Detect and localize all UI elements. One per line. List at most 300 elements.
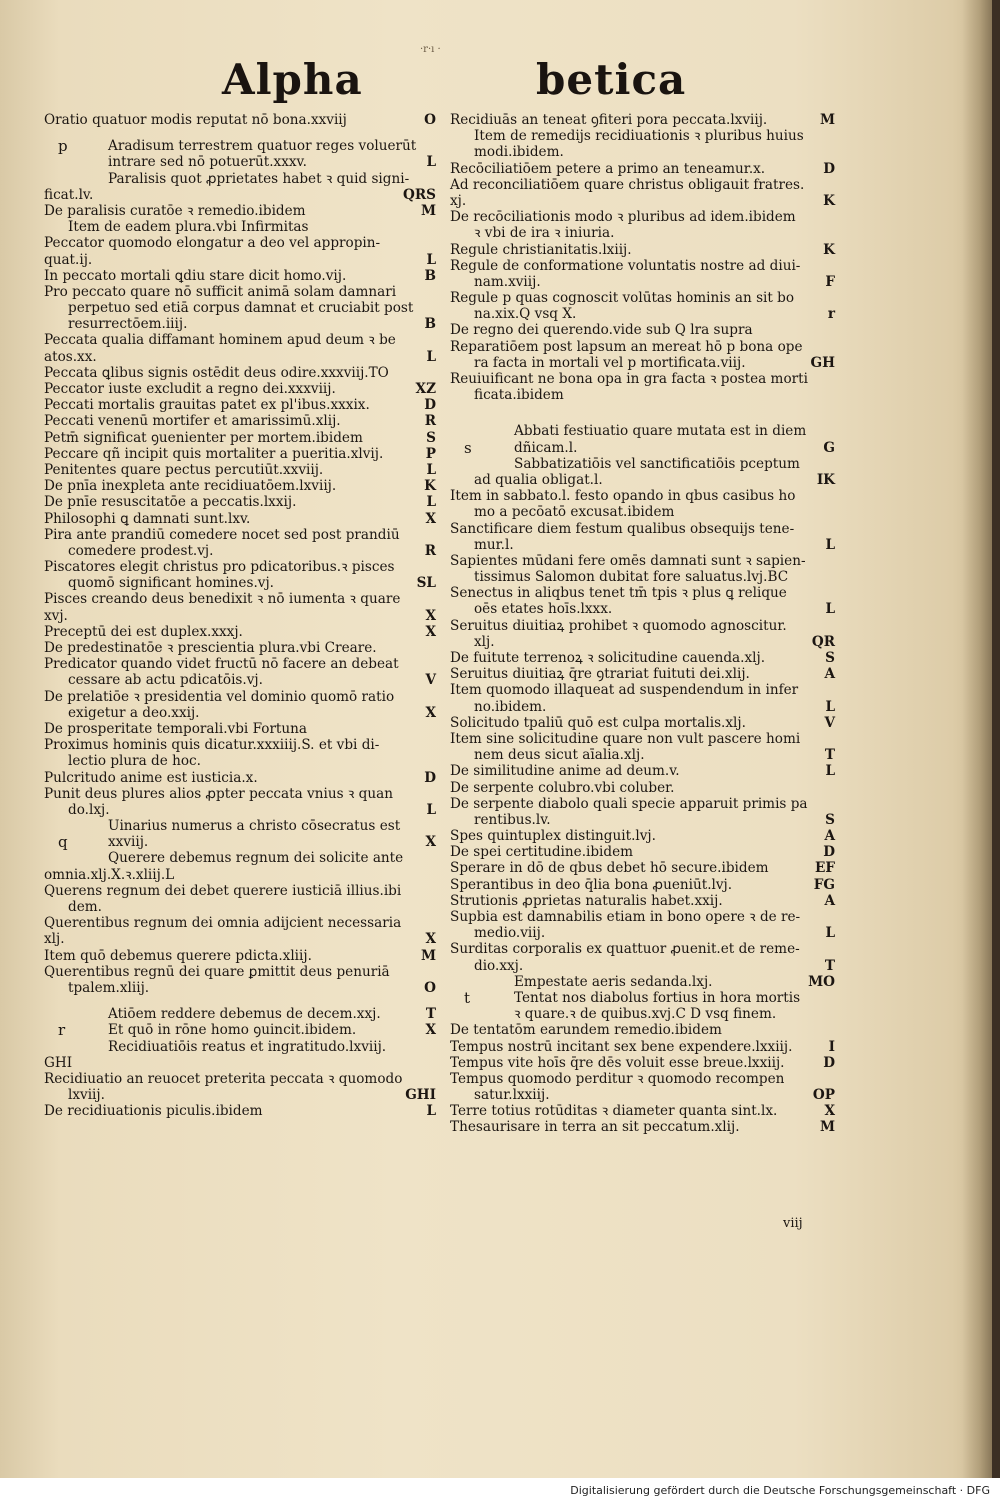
left-index-entry: [44, 154, 436, 170]
entry-marker: L: [426, 154, 436, 171]
right-index-entry: [450, 812, 835, 828]
header-right: betica: [536, 55, 687, 104]
right-index-entry: [450, 1006, 835, 1022]
right-index-entry: [450, 747, 835, 763]
entry-text: satur.lxxiij.: [474, 1087, 550, 1104]
entry-text: De recōciliationis modo ꝛ pluribus ad idem.ibidem: [450, 209, 796, 226]
section-letter: t: [464, 988, 471, 1007]
right-index-entry: [450, 1103, 835, 1119]
entry-text: Regule p quas cognoscit volūtas hominis an sit bo: [450, 290, 795, 307]
entry-gap: [450, 413, 835, 423]
entry-text: exigetur a deo.xxij.: [68, 704, 200, 721]
entry-text: De fuitute terrenoꝝ ꝛ solicitudine cauenda.xlj.: [450, 650, 766, 666]
entry-text: De serpente diabolo quali specie apparuit primis pa: [450, 795, 808, 812]
left-index-entry: [44, 770, 436, 786]
left-index-entry: [44, 964, 436, 980]
entry-text: Pro peccato quare nō sufficit animā solam damnari: [44, 283, 397, 300]
right-index-entry: [450, 112, 835, 128]
right-index-entry: [450, 423, 835, 439]
entry-marker: T: [824, 747, 835, 764]
entry-marker: K: [823, 241, 835, 258]
entry-marker: D: [424, 769, 436, 786]
left-index-entry: [44, 608, 436, 624]
entry-text: Aradisum terrestrem quatuor reges voluerūt: [108, 138, 417, 155]
entry-marker: FG: [813, 876, 835, 893]
left-index-entry: [44, 1087, 436, 1103]
entry-marker: S: [825, 811, 835, 828]
entry-marker: L: [426, 251, 436, 268]
entry-marker: T: [824, 957, 835, 974]
entry-text: rentibus.lv.: [474, 811, 551, 828]
entry-marker: OP: [812, 1087, 835, 1104]
right-index-entry: [450, 585, 835, 601]
entry-marker: L: [825, 536, 835, 553]
entry-text: dio.xxj.: [474, 957, 524, 974]
right-index-entry: [450, 941, 835, 957]
section-letter: s: [464, 438, 472, 457]
entry-text: Sapientes mūdani fere omēs damnati sunt ꝛ sapien-: [450, 552, 806, 569]
entry-marker: QR: [811, 633, 835, 650]
left-index-entry: [44, 349, 436, 365]
entry-text: De similitudine anime ad deum.v.: [450, 763, 680, 780]
entry-marker: M: [420, 947, 436, 964]
entry-text: tpalem.xliij.: [68, 979, 150, 996]
left-index-entry: [44, 656, 436, 672]
right-index-entry: [450, 828, 835, 844]
entry-marker: MO: [808, 973, 835, 990]
left-index-entry: [44, 640, 436, 656]
entry-text: De serpente colubro.vbi coluber.: [450, 779, 675, 796]
entry-text: ficata.ibidem: [474, 387, 564, 404]
entry-text: Peccati mortalis grauitas patet ex pl'ibus.xxxix.: [44, 397, 370, 414]
left-index-entry: [44, 559, 436, 575]
right-index-entry: [450, 860, 835, 876]
right-index-entry: [450, 601, 835, 617]
left-index-entry: [44, 268, 436, 284]
right-index-entry: [450, 974, 835, 990]
left-index-entry: [44, 543, 436, 559]
entry-text: Philosophi ꝗ damnati sunt.lxv.: [44, 510, 251, 527]
entry-text: Uinarius numerus a christo cōsecratus est: [108, 818, 401, 835]
entry-gap: [450, 403, 835, 413]
entry-marker: X: [425, 1022, 436, 1039]
right-index-entry: [450, 618, 835, 634]
left-index-entry: [44, 980, 436, 996]
entry-text: Et quō in rōne homo ꝯuincit.ibidem.: [108, 1022, 357, 1039]
entry-text: Petm̄ significat ꝯuenienter per mortem.ibidem: [44, 429, 363, 446]
entry-marker: R: [424, 542, 436, 559]
entry-marker: K: [424, 478, 436, 495]
left-index-entry: [44, 187, 436, 203]
left-index-entry: [44, 1071, 436, 1087]
entry-text: Item in sabbato.l. festo opando in qbus casibus ho: [450, 488, 796, 505]
entry-marker: R: [424, 413, 436, 430]
entry-marker: V: [824, 714, 835, 731]
section-letter: q: [58, 833, 68, 852]
right-index-entry: [450, 209, 835, 225]
entry-marker: M: [819, 1119, 835, 1136]
entry-text: Sanctificare diem festum qualibus obsequijs tene-: [450, 520, 795, 537]
header-left: Alpha: [222, 55, 363, 104]
entry-text: Recidiuatio an reuocet preterita peccata ꝛ quomodo: [44, 1070, 403, 1087]
left-index-entry: [44, 478, 436, 494]
right-index-entry: [450, 258, 835, 274]
entry-marker: X: [425, 704, 436, 721]
entry-marker: D: [823, 160, 835, 177]
entry-text: Item de eadem plura.vbi Infirmitas: [68, 219, 309, 236]
entry-text: cessare ab actu pdicatōis.vj.: [68, 672, 263, 689]
left-index-entry: [44, 834, 436, 850]
entry-text: Supbia est damnabilis etiam in bono opere ꝛ de re-: [450, 909, 801, 925]
entry-text: De prelatiōe ꝛ presidentia vel dominio quomō ratio: [44, 688, 395, 705]
entry-marker: L: [825, 698, 835, 715]
entry-text: Proximus hominis quis dicatur.xxxiiij.S. et vbi di-: [44, 737, 380, 754]
entry-marker: GH: [810, 354, 835, 371]
entry-text: Recōciliatiōem petere a primo an teneamur.x.: [450, 160, 766, 177]
left-index-entry: [44, 1006, 436, 1022]
entry-text: mo a pecōatō excusat.ibidem: [474, 504, 675, 521]
entry-text: xvj.: [44, 607, 68, 624]
entry-marker: X: [425, 834, 436, 851]
entry-text: lxviij.: [68, 1087, 105, 1104]
right-index-entry: [450, 193, 835, 209]
entry-text: Oratio quatuor modis reputat nō bona.xxviij: [44, 112, 347, 128]
entry-marker: D: [823, 1054, 835, 1071]
left-index-entry: [44, 850, 436, 866]
entry-text: De predestinatōe ꝛ prescientia plura.vbi Creare.: [44, 640, 377, 656]
entry-marker: X: [824, 1103, 835, 1120]
entry-text: nam.xviij.: [474, 273, 541, 290]
entry-marker: B: [424, 316, 436, 333]
right-index-entry: [450, 504, 835, 520]
left-index-entry: [44, 430, 436, 446]
right-index-entry: [450, 796, 835, 812]
right-index-entry: [450, 274, 835, 290]
left-index-entry: [44, 381, 436, 397]
entry-text: Atiōem reddere debemus de decem.xxj.: [108, 1006, 381, 1023]
left-index-entry: [44, 802, 436, 818]
right-index-entry: [450, 387, 835, 403]
right-index-entry: [450, 306, 835, 322]
left-index-entry: [44, 171, 436, 187]
entry-marker: X: [425, 510, 436, 527]
entry-marker: B: [424, 267, 436, 284]
right-index-entry: [450, 650, 835, 666]
right-index-entry: [450, 488, 835, 504]
left-index-entry: [44, 138, 436, 154]
entry-text: xlj.: [44, 931, 65, 948]
right-index-entry: [450, 472, 835, 488]
left-index-entry: [44, 786, 436, 802]
left-index-entry: [44, 867, 436, 883]
entry-marker: L: [426, 1103, 436, 1120]
right-index-entry: [450, 1022, 835, 1038]
entry-text: modi.ibidem.: [474, 144, 564, 161]
left-index-entry: [44, 235, 436, 251]
right-index-entry: [450, 161, 835, 177]
entry-text: na.xix.Q vsq X.: [474, 306, 577, 323]
entry-text: Item quomodo illaqueat ad suspendendum in infer: [450, 682, 799, 699]
left-index-entry: [44, 332, 436, 348]
entry-text: Sperare in dō de qbus debet hō secure.ibidem: [450, 860, 769, 877]
entry-text: tissimus Salomon dubitat fore saluatus.lvj.BC: [474, 569, 789, 586]
right-index-entry: [450, 715, 835, 731]
entry-marker: F: [825, 273, 835, 290]
entry-text: resurrectōem.iiij.: [68, 316, 188, 333]
right-index-entry: [450, 780, 835, 796]
entry-text: xlj.: [474, 633, 495, 650]
entry-marker: X: [425, 931, 436, 948]
entry-marker: I: [828, 1038, 835, 1055]
right-index-entry: [450, 339, 835, 355]
entry-text: Reparatiōem post lapsum an mereat hō p bona ope: [450, 338, 803, 355]
entry-text: Surditas corporalis ex quattuor ꝓuenit.et de reme-: [450, 941, 800, 958]
entry-text: Paralisis quot ꝓprietates habet ꝛ quid signi-: [108, 170, 410, 187]
right-index-entry: [450, 322, 835, 338]
left-index-entry: [44, 575, 436, 591]
entry-text: xj.: [450, 192, 467, 209]
entry-text: ra facta in mortali vel p mortificata.viij.: [474, 354, 746, 371]
entry-text: Regule de conformatione voluntatis nostre ad diui-: [450, 257, 801, 274]
right-index-entry: [450, 553, 835, 569]
entry-marker: A: [824, 828, 835, 845]
entry-text: Predicator quando videt fructū nō facere an debeat: [44, 656, 399, 673]
entry-text: ꝛ vbi de ira ꝛ iniuria.: [474, 225, 615, 242]
right-index-entry: [450, 569, 835, 585]
entry-marker: X: [425, 607, 436, 624]
left-index-entry: [44, 284, 436, 300]
left-column: [44, 112, 436, 1119]
entry-text: In peccato mortali ꝗdiu stare dicit homo.vij.: [44, 267, 347, 284]
entry-text: Pira ante prandiū comedere nocet sed post prandiū: [44, 526, 400, 543]
entry-marker: L: [426, 494, 436, 511]
right-index-entry: [450, 666, 835, 682]
left-index-entry: [44, 624, 436, 640]
entry-text: Thesaurisare in terra an sit peccatum.xlij.: [450, 1119, 740, 1136]
entry-text: lectio plura de hoc.: [68, 753, 201, 770]
entry-text: De prosperitate temporali.vbi Fortuna: [44, 720, 308, 737]
entry-text: De pnīa inexpleta ante recidiuatōem.lxviij.: [44, 478, 337, 495]
right-index-entry: [450, 1087, 835, 1103]
left-index-entry: [44, 462, 436, 478]
left-index-entry: [44, 511, 436, 527]
section-letter: p: [58, 137, 68, 156]
entry-marker: L: [825, 601, 835, 618]
entry-marker: L: [426, 461, 436, 478]
entry-marker: EF: [814, 860, 835, 877]
left-index-entry: [44, 365, 436, 381]
entry-marker: O: [424, 979, 436, 996]
left-index-entry: [44, 494, 436, 510]
right-column: [450, 112, 835, 1136]
right-index-entry: [450, 128, 835, 144]
right-index-entry: [450, 844, 835, 860]
entry-marker: A: [824, 666, 835, 683]
entry-marker: L: [426, 348, 436, 365]
right-index-entry: [450, 1055, 835, 1071]
left-index-entry: [44, 316, 436, 332]
right-index-entry: [450, 225, 835, 241]
entry-text: Recidiuās an teneat ꝯfiteri pora peccata.lxviij.: [450, 112, 768, 128]
entry-text: medio.viij.: [474, 925, 546, 942]
entry-text: Peccator quomodo elongatur a deo vel appropin-: [44, 235, 381, 252]
left-index-entry: [44, 705, 436, 721]
right-index-entry: [450, 355, 835, 371]
entry-text: no.ibidem.: [474, 698, 547, 715]
entry-marker: L: [825, 763, 835, 780]
right-index-entry: [450, 925, 835, 941]
right-index-entry: [450, 893, 835, 909]
entry-text: xxviij.: [108, 834, 149, 851]
right-index-entry: [450, 242, 835, 258]
entry-text: oēs etates hoīs.lxxx.: [474, 601, 613, 618]
right-index-entry: [450, 634, 835, 650]
entry-text: Ad reconciliatiōem quare christus obligauit fratres.: [450, 176, 805, 193]
entry-text: Tentat nos diabolus fortius in hora mortis: [514, 989, 801, 1006]
entry-gap: [44, 128, 436, 138]
entry-text: GHI: [44, 1054, 73, 1071]
right-index-entry: [450, 440, 835, 456]
entry-text: Peccare qñ incipit quis mortaliter a pueritia.xlvij.: [44, 445, 384, 462]
entry-text: Punit deus plures alios ꝓpter peccata vnius ꝛ quan: [44, 785, 393, 802]
page-gutter-shadow: [962, 0, 992, 1478]
left-index-entry: [44, 672, 436, 688]
right-index-entry: [450, 371, 835, 387]
entry-text: Piscatores elegit christus pro pdicatoribus.ꝛ pisces: [44, 559, 395, 576]
entry-text: De recidiuationis piculis.ibidem: [44, 1103, 263, 1120]
left-index-entry: [44, 883, 436, 899]
entry-marker: M: [420, 202, 436, 219]
entry-gap: [44, 996, 436, 1006]
right-index-entry: [450, 537, 835, 553]
left-index-entry: [44, 737, 436, 753]
signature-mark: viij: [783, 1216, 803, 1231]
left-index-entry: [44, 591, 436, 607]
left-index-entry: [44, 1022, 436, 1038]
left-index-entry: [44, 689, 436, 705]
entry-text: Pulcritudo anime est iusticia.x.: [44, 769, 258, 786]
entry-text: Sabbatizatiōis vel sanctificatiōis pceptum: [514, 455, 800, 472]
entry-text: Querens regnum dei debet querere iusticiā illius.ibi: [44, 882, 402, 899]
entry-marker: D: [424, 397, 436, 414]
entry-marker: A: [824, 892, 835, 909]
entry-text: Preceptū dei est duplex.xxxj.: [44, 623, 243, 640]
left-index-entry: [44, 721, 436, 737]
right-index-entry: [450, 958, 835, 974]
entry-text: Querere debemus regnum dei solicite ante: [108, 850, 404, 867]
left-index-entry: [44, 397, 436, 413]
left-index-entry: [44, 300, 436, 316]
entry-text: Peccati venenū mortifer et amarissimū.xlij.: [44, 413, 341, 430]
entry-text: Item sine solicitudine quare non vult pascere homi: [450, 730, 801, 747]
entry-text: Item de remedijs recidiuationis ꝛ pluribus huius: [474, 128, 804, 145]
entry-text: Terre totius rotūditas ꝛ diameter quanta sint.lx.: [450, 1103, 778, 1120]
right-index-entry: [450, 290, 835, 306]
left-index-entry: [44, 753, 436, 769]
entry-marker: QRS: [403, 186, 436, 203]
entry-text: mur.l.: [474, 536, 514, 553]
entry-text: dem.: [68, 899, 102, 915]
entry-text: omnia.xlj.X.ꝛ.xliij.L: [44, 866, 175, 883]
entry-text: quat.ij.: [44, 251, 93, 268]
entry-text: ꝛ quare.ꝛ de quibus.xvj.C D vsq finem.: [514, 1006, 777, 1023]
left-index-entry: [44, 203, 436, 219]
entry-text: Pisces creando deus benedixit ꝛ nō iumenta ꝛ quare: [44, 591, 401, 608]
entry-text: Sperantibus in deo q̄lia bona ꝓueniūt.lvj.: [450, 876, 733, 893]
entry-text: Peccata ꝗlibus signis ostēdit deus odire.xxxviij.TO: [44, 364, 389, 381]
right-index-entry: [450, 1039, 835, 1055]
entry-text: intrare sed nō potuerūt.xxxv.: [108, 154, 307, 171]
left-index-entry: [44, 413, 436, 429]
entry-text: ficat.lv.: [44, 186, 94, 203]
left-index-entry: [44, 899, 436, 915]
entry-text: ad qualia obligat.l.: [474, 471, 603, 488]
left-index-entry: [44, 1103, 436, 1119]
entry-text: De tentatōm earundem remedio.ibidem: [450, 1022, 722, 1039]
entry-text: Seruitus diuitiaꝝ prohibet ꝛ quomodo agnoscitur.: [450, 617, 787, 634]
right-index-entry: [450, 763, 835, 779]
entry-marker: r: [827, 306, 835, 323]
entry-text: Penitentes quare pectus percutiūt.xxviij.: [44, 461, 324, 478]
entry-text: Spes quintuplex distinguit.lvj.: [450, 828, 656, 845]
left-index-entry: [44, 219, 436, 235]
left-index-entry: [44, 446, 436, 462]
entry-text: Senectus in aliqbus tenet tm̄ tpis ꝛ plus ꝗ relique: [450, 585, 787, 602]
left-index-entry: [44, 252, 436, 268]
entry-text: perpetuo sed etiā corpus damnat et cruciabit post: [68, 300, 414, 317]
top-mark: ·r·ı ·: [420, 44, 441, 55]
entry-text: quomō significant homines.vj.: [68, 575, 274, 592]
left-index-entry: [44, 948, 436, 964]
right-index-entry: [450, 682, 835, 698]
entry-marker: S: [825, 650, 835, 666]
right-index-entry: [450, 144, 835, 160]
entry-text: De paralisis curatōe ꝛ remedio.ibidem: [44, 202, 306, 219]
entry-marker: GHI: [405, 1087, 436, 1104]
entry-marker: M: [819, 112, 835, 128]
left-index-entry: [44, 112, 436, 128]
right-index-entry: [450, 1119, 835, 1135]
right-index-entry: [450, 456, 835, 472]
entry-text: Tempus vite hoīs q̄re dēs voluit esse breue.lxxiij.: [450, 1054, 785, 1071]
entry-text: Tempus nostrū incitant sex bene expendere.lxxiij.: [450, 1038, 793, 1055]
entry-marker: G: [823, 439, 835, 456]
right-index-entry: [450, 877, 835, 893]
entry-text: Strutionis ꝓprietas naturalis habet.xxij.: [450, 892, 723, 909]
right-index-entry: [450, 521, 835, 537]
entry-text: Peccator iuste excludit a regno dei.xxxviij.: [44, 381, 336, 397]
entry-marker: V: [425, 672, 436, 689]
entry-marker: K: [823, 192, 835, 209]
entry-text: Recidiuatiōis reatus et ingratitudo.lxviij.: [108, 1038, 387, 1055]
entry-marker: IK: [816, 471, 835, 488]
entry-text: Regule christianitatis.lxiij.: [450, 241, 632, 258]
left-index-entry: [44, 818, 436, 834]
entry-text: Querentibus regnum dei omnia adijcient necessaria: [44, 915, 402, 932]
entry-text: De pnīe resuscitatōe a peccatis.lxxij.: [44, 494, 297, 511]
left-index-entry: [44, 931, 436, 947]
entry-text: comedere prodest.vj.: [68, 542, 214, 559]
entry-marker: XZ: [415, 381, 436, 397]
entry-text: Reuiuificant ne bona opa in gra facta ꝛ postea morti: [450, 371, 808, 387]
right-index-entry: [450, 731, 835, 747]
right-index-entry: [450, 990, 835, 1006]
right-index-entry: [450, 177, 835, 193]
section-letter: r: [58, 1021, 66, 1040]
left-index-entry: [44, 527, 436, 543]
footer-bar: [0, 1478, 1000, 1504]
entry-text: Tempus quomodo perditur ꝛ quomodo recompen: [450, 1070, 785, 1087]
